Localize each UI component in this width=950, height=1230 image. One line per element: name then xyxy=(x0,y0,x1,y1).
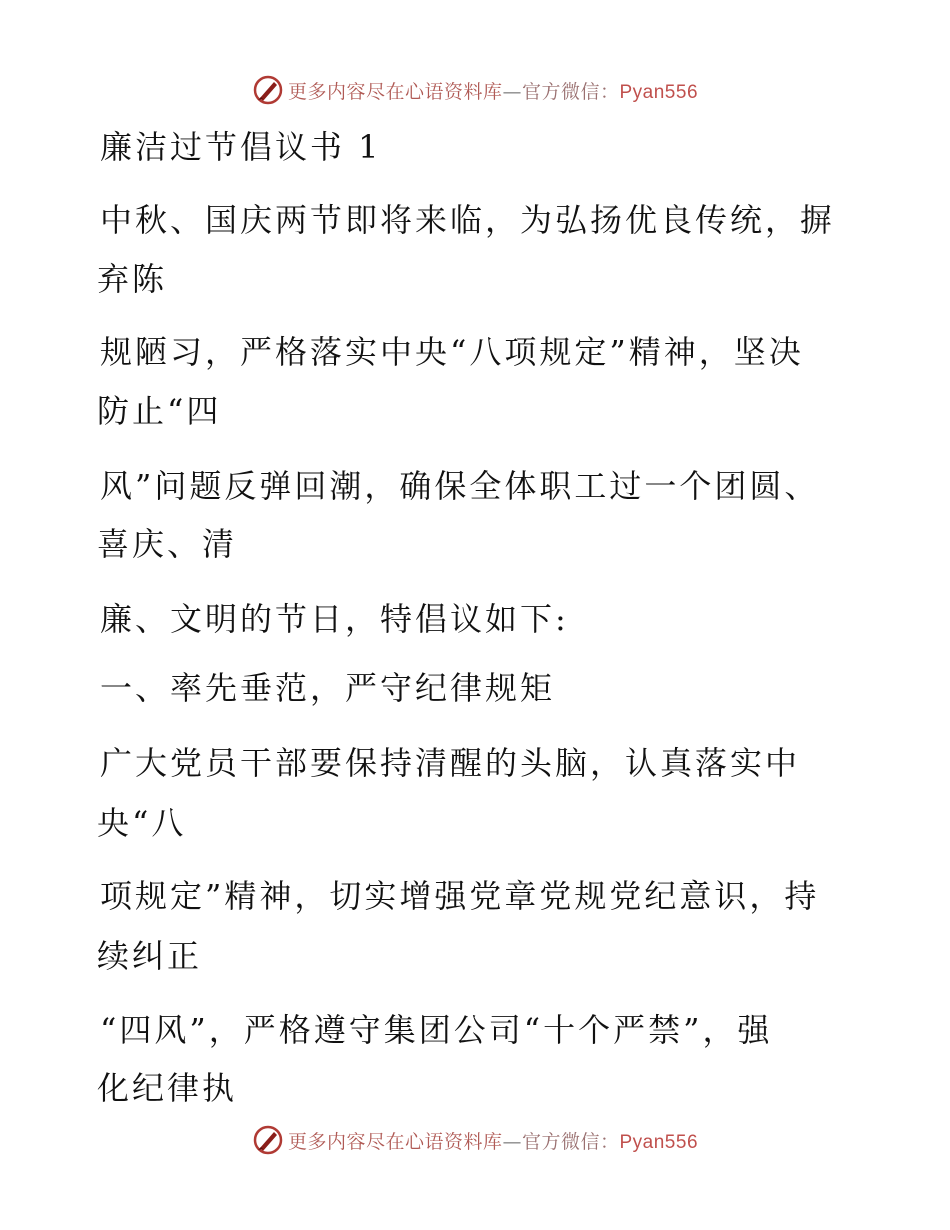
banner-main-text: 更多内容尽在心语资料库 xyxy=(287,80,503,103)
banner-wechat-label: 官方微信： xyxy=(521,1130,620,1153)
text-line: 规陋习，严格落实中央“八项规定”精神，坚决 xyxy=(100,333,804,371)
banner-main-text: 更多内容尽在心语资料库 xyxy=(287,1130,503,1153)
banner-text xyxy=(288,77,698,104)
text-line: 化纪律执 xyxy=(97,1069,238,1107)
text-line: “四风”，严格遵守集团公司“十个严禁”，强 xyxy=(100,1011,773,1049)
banner-separator: — xyxy=(502,80,522,103)
banner-text xyxy=(288,1127,698,1154)
text-line: 喜庆、清 xyxy=(97,525,238,563)
document-title: 廉洁过节倡议书 1 xyxy=(100,128,382,166)
section-heading: 一、率先垂范，严守纪律规矩 xyxy=(100,669,556,707)
banner-separator: — xyxy=(502,1130,522,1153)
footer-banner xyxy=(0,1120,950,1160)
header-banner xyxy=(0,70,950,110)
text-line: 风”问题反弹回潮，确保全体职工过一个团圆、 xyxy=(100,467,820,505)
text-line: 中秋、国庆两节即将来临，为弘扬优良传统，摒 xyxy=(100,201,836,239)
banner-wechat-id: Pyan556 xyxy=(619,81,699,103)
text-line: 廉、文明的节日，特倡议如下: xyxy=(100,600,569,638)
banner-wechat-id: Pyan556 xyxy=(619,1131,699,1153)
text-line: 弃陈 xyxy=(97,260,168,298)
text-line: 项规定”精神，切实增强党章党规党纪意识，持 xyxy=(100,877,820,915)
text-line: 央“八 xyxy=(97,804,187,842)
pen-logo-icon xyxy=(252,1124,284,1156)
text-line: 防止“四 xyxy=(97,392,222,430)
text-line: 续纠正 xyxy=(97,937,203,975)
pen-logo-icon xyxy=(252,74,284,106)
banner-wechat-label: 官方微信： xyxy=(521,80,620,103)
text-line: 广大党员干部要保持清醒的头脑，认真落实中 xyxy=(100,744,801,782)
